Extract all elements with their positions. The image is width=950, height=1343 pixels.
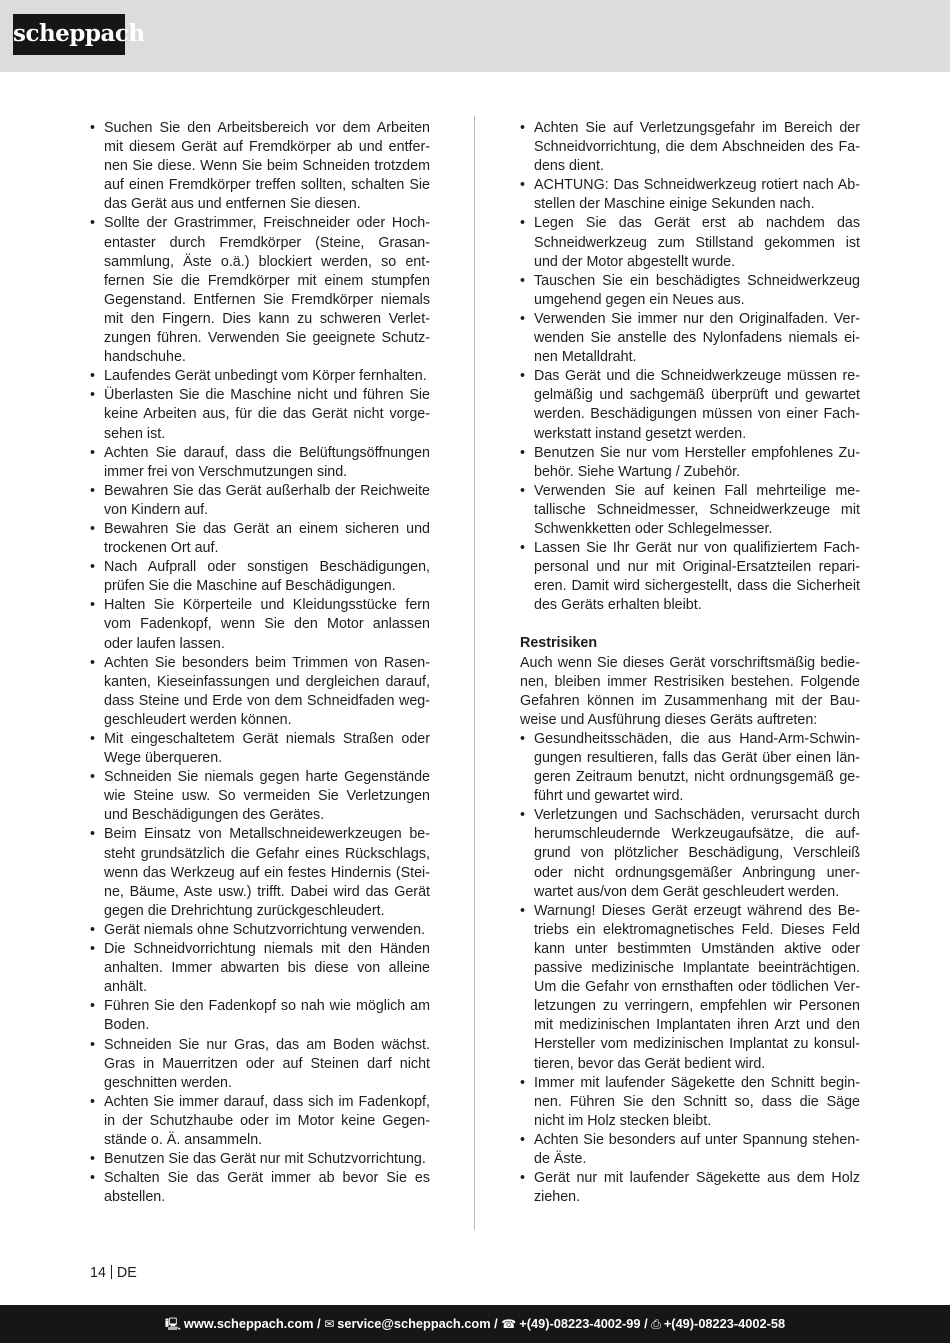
list-item: • Mit eingeschaltetem Gerät niemals Straßen oder Wege überqueren. bbox=[90, 730, 430, 768]
computer-icon: 🖳 bbox=[164, 1317, 181, 1331]
list-item: • Achten Sie immer darauf, dass sich im Fadenkopf, in der Schutzhaube oder im Motor keine Gegenstände o. Ä. ansammeln. bbox=[90, 1093, 430, 1150]
list-item: • Verwenden Sie auf keinen Fall mehrteilige metallische Schneidmesser, Schneidwerkzeuge mit Schwenkketten oder Schlegelmesser. bbox=[520, 482, 860, 539]
list-item: • Benutzen Sie nur vom Hersteller empfohlenes Zubehör. Siehe Wartung / Zubehör. bbox=[520, 444, 860, 482]
risk-list-item: • Verletzungen und Sachschäden, verursacht durch herumschleudernde Werkzeugaufsätze, die aufgrund von plötzlicher Beschädigung, Verschleiß oder nicht ordnungsgemäßer Anbringung unerwartet aus/von dem Gerät geschleudert werden. bbox=[520, 806, 860, 901]
email-link[interactable]: service@scheppach.com bbox=[337, 1316, 491, 1331]
list-item: • Achten Sie darauf, dass die Belüftungsöffnungen immer frei von Verschmutzungen sind. bbox=[90, 444, 430, 482]
page-number-separator bbox=[111, 1265, 112, 1279]
risk-list-item: • Achten Sie besonders auf unter Spannung stehende Äste. bbox=[520, 1131, 860, 1169]
risk-list-item: • Gerät nur mit laufender Sägekette aus dem Holz ziehen. bbox=[520, 1169, 860, 1207]
contact-separator: / bbox=[313, 1316, 325, 1331]
left-column bbox=[90, 119, 430, 1207]
list-item: • Bewahren Sie das Gerät außerhalb der Reichweite von Kindern auf. bbox=[90, 482, 430, 520]
risk-list bbox=[520, 730, 860, 1207]
contact-bar bbox=[0, 1305, 950, 1343]
column-divider bbox=[474, 116, 475, 1230]
section-title-restrisiken: Restrisiken bbox=[520, 635, 598, 652]
contact-separator: / bbox=[490, 1316, 502, 1331]
phone-number: +(49)-08223-4002-99 bbox=[519, 1316, 641, 1331]
list-item: • Schneiden Sie niemals gegen harte Gegenstände wie Steine usw. So vermeiden Sie Verletzungen und Beschädigungen des Gerätes. bbox=[90, 768, 430, 825]
list-item: • Die Schneidvorrichtung niemals mit den Händen anhalten. Immer abwarten bis diese von alleine anhält. bbox=[90, 940, 430, 997]
list-item: • Das Gerät und die Schneidwerkzeuge müssen regelmäßig und sachgemäß überprüft und gewartet werden. Beschädigungen müssen von einer Fachwerkstatt instand gesetzt werden. bbox=[520, 367, 860, 443]
list-item: • ACHTUNG: Das Schneidwerkzeug rotiert nach Abstellen der Maschine einige Sekunden nach. bbox=[520, 176, 860, 214]
list-item: • Verwenden Sie immer nur den Originalfaden. Verwenden Sie anstelle des Nylonfadens niemals einen Metalldraht. bbox=[520, 310, 860, 367]
list-item: • Schalten Sie das Gerät immer ab bevor Sie es abstellen. bbox=[90, 1169, 430, 1207]
page-number bbox=[90, 1264, 137, 1283]
list-item: • Suchen Sie den Arbeitsbereich vor dem Arbeiten mit diesem Gerät auf Fremdkörper ab und entfernen Sie diese. Wenn Sie beim Schneiden trotzdem auf einen Fremdkörper treffen sollten, schalten Sie das Gerät aus und entfernen Sie diesen. bbox=[90, 119, 430, 214]
list-item: • Benutzen Sie das Gerät nur mit Schutzvorrichtung. bbox=[90, 1150, 430, 1169]
list-item: • Sollte der Grastrimmer, Freischneider oder Hochentaster durch Fremdkörper (Steine, Grasansammlung, Äste o.ä.) blockiert werden, so entfernen Sie die Fremdkörper mit einem stumpfen Gegenstand. Entfernen Sie Fremdkörper niemals mit den Fingern. Dies kann zu schweren Verletzungen führen. Verwenden Sie geeignete Schutzhandschuhe. bbox=[90, 214, 430, 367]
website-link[interactable]: www.scheppach.com bbox=[183, 1316, 314, 1331]
list-item: • Legen Sie das Gerät erst ab nachdem das Schneidwerkzeug zum Stillstand gekommen ist und der Motor abgestellt wurde. bbox=[520, 214, 860, 271]
safety-list-left bbox=[90, 119, 430, 1207]
list-item: • Tauschen Sie ein beschädigtes Schneidwerkzeug umgehend gegen ein Neues aus. bbox=[520, 272, 860, 310]
page-number-value: 14 bbox=[90, 1265, 106, 1281]
list-item: • Schneiden Sie nur Gras, das am Boden wächst. Gras in Mauerritzen oder auf Steinen darf nicht geschnitten werden. bbox=[90, 1036, 430, 1093]
page-language: DE bbox=[116, 1265, 137, 1281]
list-item: • Achten Sie auf Verletzungsgefahr im Bereich der Schneidvorrichtung, die dem Abschneiden des Fadens dient. bbox=[520, 119, 860, 176]
risk-list-item: • Immer mit laufender Sägekette den Schnitt beginnen. Führen Sie den Schnitt so, dass die Säge nicht im Holz stecken bleibt. bbox=[520, 1074, 860, 1131]
header-band bbox=[0, 0, 950, 72]
scheppach-logo: scheppach bbox=[13, 14, 125, 55]
telephone-icon: ☎ bbox=[501, 1317, 517, 1331]
list-item: • Achten Sie besonders beim Trimmen von Rasenkanten, Kieseinfassungen und dergleichen darauf, dass Steine und Erde von dem Schneidfaden weggeschleudert werden können. bbox=[90, 654, 430, 730]
list-item: • Laufendes Gerät unbedingt vom Körper fernhalten. bbox=[90, 367, 430, 386]
envelope-icon: ✉ bbox=[324, 1317, 335, 1331]
list-item: • Lassen Sie Ihr Gerät nur von qualifiziertem Fachpersonal und nur mit Original-Ersatzteilen reparieren. Damit wird sichergestellt, dass die Sicherheit des Geräts erhalten bleibt. bbox=[520, 539, 860, 615]
fax-icon: ⎙ bbox=[651, 1317, 661, 1331]
list-item: • Bewahren Sie das Gerät an einem sicheren und trockenen Ort auf. bbox=[90, 520, 430, 558]
list-item: • Nach Aufprall oder sonstigen Beschädigungen, prüfen Sie die Maschine auf Beschädigungen. bbox=[90, 558, 430, 596]
contact-separator: / bbox=[640, 1316, 652, 1331]
fax-number: +(49)-08223-4002-58 bbox=[663, 1316, 786, 1331]
list-item: • Überlasten Sie die Maschine nicht und führen Sie keine Arbeiten aus, für die das Gerät nicht vorgesehen ist. bbox=[90, 386, 430, 443]
right-column bbox=[520, 119, 860, 1207]
risk-list-item: • Warnung! Dieses Gerät erzeugt während des Betriebs ein elektromagnetisches Feld. Dieses Feld kann unter bestimmten Umständen aktive oder passive medizinische Implantate beeinträchtigen. Um die Gefahr von ernsthaften oder tödlichen Verletzungen zu verringern, empfehlen wir Personen mit medizinischen Implantaten ihren Arzt und den Hersteller vom medizinischen Implantat zu konsultieren, bevor das Gerät bedient wird. bbox=[520, 902, 860, 1074]
list-item: • Halten Sie Körperteile und Kleidungsstücke fern vom Fadenkopf, wenn Sie den Motor anlassen oder laufen lassen. bbox=[90, 596, 430, 653]
safety-list-right bbox=[520, 119, 860, 615]
section-intro: Auch wenn Sie dieses Gerät vorschriftsmäßig bedienen, bleiben immer Restrisiken bestehen. Folgende Gefahren können im Zusammenhang mit der Bauweise und Ausführung dieses Geräts auftreten: bbox=[520, 654, 860, 728]
list-item: • Beim Einsatz von Metallschneidewerkzeugen besteht grundsätzlich die Gefahr eines Rückschlags, wenn das Werkzeug auf ein festes Hindernis (Steine, Bäume, Aste usw.) trifft. Dabei wird das Gerät gegen die Drehrichtung zurückgeschleudert. bbox=[90, 825, 430, 920]
list-item: • Führen Sie den Fadenkopf so nah wie möglich am Boden. bbox=[90, 997, 430, 1035]
risk-list-item: • Gesundheitsschäden, die aus Hand-Arm-Schwingungen resultieren, falls das Gerät über einen längeren Zeitraum benutzt, nicht ordnungsgemäß geführt und gewartet wird. bbox=[520, 730, 860, 806]
list-item: • Gerät niemals ohne Schutzvorrichtung verwenden. bbox=[90, 921, 430, 940]
